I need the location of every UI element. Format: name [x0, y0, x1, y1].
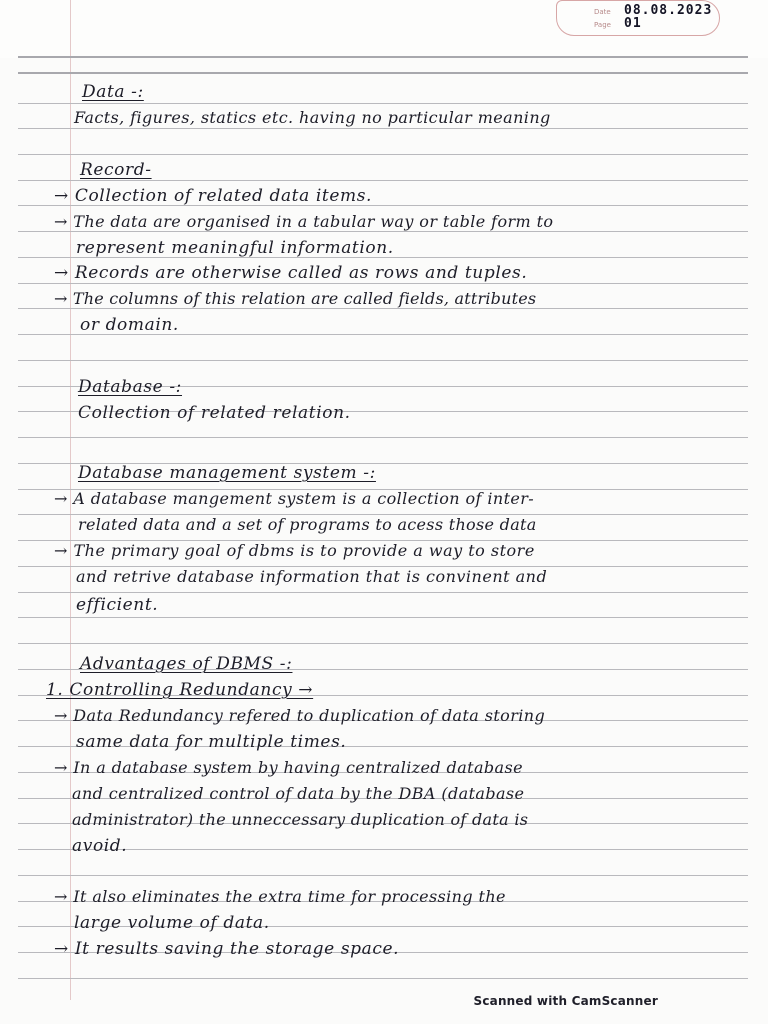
data-definition: Facts, figures, statics etc. having no particular meaning: [74, 108, 551, 127]
dbms-heading: Database management system -:: [78, 463, 376, 483]
ruled-line: [18, 592, 748, 593]
advantage-1-point-1-continued: same data for multiple times.: [76, 732, 347, 752]
ruled-line: [18, 643, 748, 644]
record-point-4: → The columns of this relation are called fields, attributes: [54, 289, 537, 308]
date-label: Date: [594, 8, 611, 16]
page-label: Page: [594, 21, 611, 29]
date-value: 08.08.2023: [624, 3, 713, 18]
dbms-point-2-continued: and retrive database information that is convinent and: [76, 567, 548, 586]
ruled-line: [18, 154, 748, 155]
record-point-2-continued: represent meaningful information.: [76, 238, 394, 258]
record-heading: Record-: [80, 160, 152, 180]
dbms-point-1-continued: related data and a set of programs to acess those data: [78, 515, 537, 534]
page-value: 01: [624, 16, 642, 31]
data-heading: Data -:: [82, 82, 144, 102]
database-definition: Collection of related relation.: [78, 403, 351, 423]
database-heading: Database -:: [78, 377, 183, 397]
advantage-1-point-2: → In a database system by having centralized database: [54, 758, 523, 777]
dbms-point-2-end: efficient.: [76, 595, 159, 615]
ruled-line: [18, 283, 748, 284]
record-point-1: → Collection of related data items.: [54, 186, 373, 206]
record-point-4-continued: or domain.: [80, 315, 179, 335]
advantage-1-title: 1. Controlling Redundancy →: [46, 680, 314, 700]
ruled-line: [18, 180, 748, 181]
dbms-point-1: → A database mangement system is a collection of inter-: [54, 489, 535, 508]
ruled-line: [18, 128, 748, 129]
header-rule: [18, 56, 748, 58]
advantage-1-point-2-end: avoid.: [72, 836, 128, 856]
record-point-2: → The data are organised in a tabular way or table form to: [54, 212, 554, 231]
ruled-line: [18, 978, 748, 979]
dbms-point-2: → The primary goal of dbms is to provide a way to store: [54, 541, 535, 560]
ruled-line: [18, 875, 748, 876]
header-rule-2: [18, 72, 748, 74]
scanner-watermark: Scanned with CamScanner: [473, 994, 658, 1008]
advantage-1-point-1: → Data Redundancy refered to duplication of data storing: [54, 706, 546, 725]
advantage-1-point-2-continued: and centralized control of data by the DBA (database: [72, 784, 525, 803]
ruled-line: [18, 437, 748, 438]
advantage-1-point-3-continued: large volume of data.: [74, 913, 270, 933]
advantage-1-point-3: → It also eliminates the extra time for processing the: [54, 887, 506, 906]
ruled-line: [18, 849, 748, 850]
advantage-1-point-4: → It results saving the storage space.: [54, 939, 400, 959]
ruled-line: [18, 617, 748, 618]
advantages-heading: Advantages of DBMS -:: [80, 654, 293, 674]
record-point-3: → Records are otherwise called as rows and tuples.: [54, 263, 528, 283]
ruled-line: [18, 103, 748, 104]
ruled-line: [18, 360, 748, 361]
advantage-1-point-2-line-3: administrator) the unneccessary duplication of data is: [72, 810, 529, 829]
